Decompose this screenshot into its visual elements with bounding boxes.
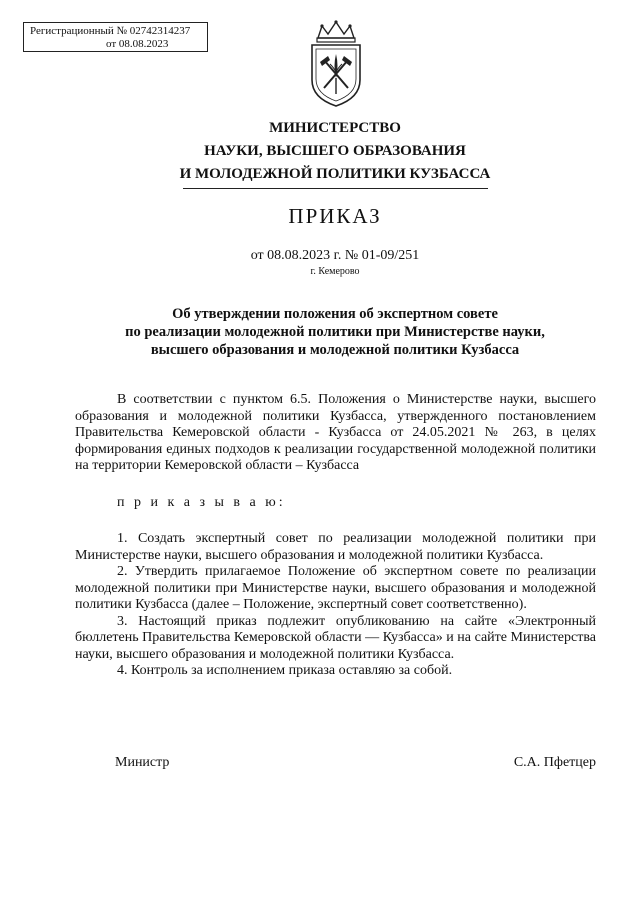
order-item-4: 4. Контроль за исполнением приказа оставляю за собой. <box>117 663 453 678</box>
order-item-3: 3. Настоящий приказ подлежит опубликованию на сайте «Электронный бюллетень Правительства Кемеровской области — Кузбасса» и на сайте Министерства науки, высшего образования и молодежной политики Кузбасса. <box>75 613 596 662</box>
ministry-header <box>0 117 640 186</box>
order-body <box>75 392 596 680</box>
order-title: ПРИКАЗ <box>288 204 382 228</box>
registration-number: Регистрационный № 02742314237 <box>30 25 191 37</box>
subject-line-2: по реализации молодежной политики при Министерстве науки, <box>125 324 545 340</box>
ministry-line-2: НАУКИ, ВЫСШЕГО ОБРАЗОВАНИЯ <box>204 143 466 159</box>
order-item-1: 1. Создать экспертный совет по реализации молодежной политики при Министерстве науки, высшего образования и молодежной политики Кузбасса. <box>75 531 596 563</box>
order-item-2: 2. Утвердить прилагаемое Положение об экспертном совете по реализации молодежной политики при Министерстве науки, высшего образования и молодежной политики Кузбасса (далее – Положение, экспертный совет соответственно). <box>75 564 596 612</box>
order-directive: п р и к а з ы в а ю: <box>117 494 286 510</box>
ministry-line-1: МИНИСТЕРСТВО <box>269 120 401 136</box>
header-divider <box>183 188 488 189</box>
order-date-number: от 08.08.2023 г. № 01-09/251 <box>250 248 420 263</box>
subject-line-1: Об утверждении положения об экспертном совете <box>172 306 498 322</box>
preamble-paragraph: В соответствии с пунктом 6.5. Положения о Министерстве науки, высшего образования и молодежной политики Кузбасса, утвержденного постановлением Правительства Кемеровской области - Кузбасса от 24.05.2021 № 263, в целях формирования единых подходов к реализации государственной молодежной политики на территории Кемеровской области – Кузбасса <box>75 392 596 473</box>
signatory-role: Министр <box>115 755 170 770</box>
registration-stamp <box>23 22 208 52</box>
subject-line-3: высшего образования и молодежной политики Кузбасса <box>150 342 520 358</box>
kuzbass-coat-of-arms-icon <box>300 18 372 110</box>
ministry-line-3: И МОЛОДЕЖНОЙ ПОЛИТИКИ КУЗБАССА <box>179 166 491 182</box>
order-subject <box>0 305 640 359</box>
registration-date: от 08.08.2023 <box>106 38 169 50</box>
order-city: г. Кемерово <box>310 266 360 277</box>
signatory-name: С.А. Пфетцер <box>513 755 596 770</box>
